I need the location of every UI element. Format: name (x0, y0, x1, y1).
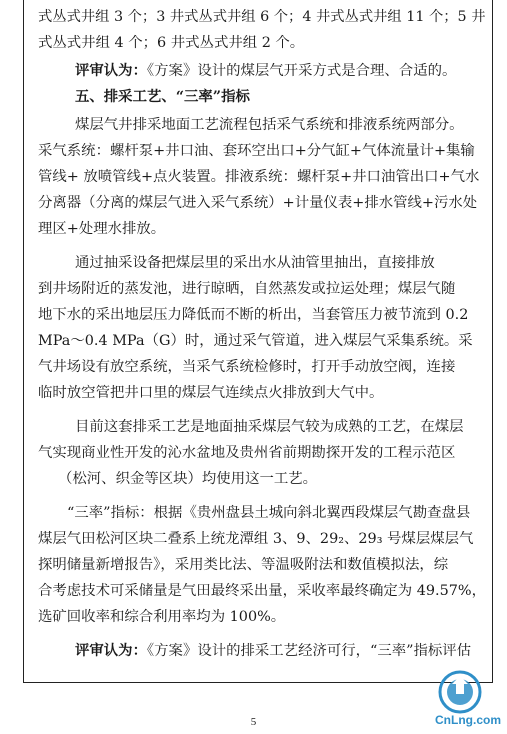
line-text: 煤层气井排采地面工艺流程包括采气系统和排液系统两部分。 (75, 117, 464, 133)
text-line (38, 380, 383, 406)
text-line (38, 190, 477, 216)
line-text: （松河、织金等区块）均使用这一工艺。 (58, 471, 318, 487)
text-line (38, 552, 448, 578)
line-text: 选矿回收率和综合利用率均为 100%。 (38, 609, 286, 625)
svg-text:CnLng.com: CnLng.com (435, 713, 501, 727)
text-line (67, 500, 470, 526)
line-text: 采气系统：螺杆泵+井口油、套环空出口+分气缸+气体流量计+集输 (38, 143, 475, 159)
line-text: 煤层气田松河区块二叠系上统龙潭组 3、9、29₂、29₃ 号煤层煤层气 (38, 531, 474, 547)
text-line (38, 30, 304, 56)
line-text: 《方案》设计的煤层气开采方式是合理、合适的。 (146, 63, 457, 79)
line-text: MPa～0.4 MPa（G）时，通过采气管道，进入煤层气采集系统。采 (38, 333, 473, 349)
text-line (38, 138, 475, 164)
line-text: 通过抽采设备把煤层里的采出水从油管里抽出，直接排放 (75, 255, 435, 271)
line-text: 探明储量新增报告》，采用类比法、等温吸附法和数值模拟法，综 (38, 557, 449, 573)
site-logo (434, 666, 502, 730)
bold-lead: 五、排采工艺、“三率”指标 (75, 88, 250, 105)
line-text: 气实现商业性开发的沁水盆地及贵州省前期勘探开发的工程示范区 (38, 445, 456, 461)
text-line (38, 578, 486, 604)
page-number: 5 (250, 716, 257, 728)
text-line (75, 112, 464, 138)
text-line (38, 4, 485, 30)
line-text: 式丛式井组 3 个；3 井式丛式井组 6 个；4 井式丛式井组 11 个；5 井 (38, 9, 486, 25)
line-text: 地下水的采出地层压力降低而不断的析出，当套管压力被节流到 0.2 (38, 307, 469, 323)
bold-lead: 评审认为： (75, 62, 147, 79)
text-line (38, 440, 455, 466)
line-text: 理区+处理水排放。 (38, 221, 166, 237)
line-text: “三率”指标：根据《贵州盘县土城向斜北翼西段煤层气勘查盘县 (67, 505, 471, 521)
text-line (38, 328, 473, 354)
line-text: 式丛式井组 4 个；6 井式丛式井组 2 个。 (38, 35, 305, 51)
text-line (75, 250, 435, 276)
line-text: 分离器（分离的煤层气进入采气系统）+计量仪表+排水管线+污水处 (38, 195, 478, 211)
text-line (38, 302, 468, 328)
text-line (38, 216, 165, 242)
line-text: 气井场设有放空系统，当采气系统检修时，打开手动放空阀，连接 (38, 359, 456, 375)
text-line (75, 84, 250, 110)
line-text: 目前这套排采工艺是地面抽采煤层气较为成熟的工艺，在煤层 (75, 419, 464, 435)
text-line (38, 354, 455, 380)
line-text: 到井场附近的蒸发池，进行晾晒，自然蒸发或拉运处理；煤层气随 (38, 281, 456, 297)
line-text: 合考虑技术可采储量是气田最终采出量，采收率最终确定为 49.57%， (38, 583, 486, 599)
text-line (58, 466, 317, 492)
text-line (38, 164, 479, 190)
line-text: 管线+ 放喷管线+点火装置。排液系统：螺杆泵+井口油管出口+气水 (38, 169, 480, 185)
text-line (75, 414, 464, 440)
line-text: 临时放空管把井口里的煤层气连续点火排放到大气中。 (38, 385, 384, 401)
text-line (38, 604, 285, 630)
text-line (75, 58, 456, 84)
text-line (38, 276, 455, 302)
text-line (38, 526, 473, 552)
line-text: 《方案》设计的排采工艺经济可行，“三率”指标评估 (146, 643, 472, 659)
bold-lead: 评审认为： (75, 642, 147, 659)
text-line (75, 638, 471, 664)
